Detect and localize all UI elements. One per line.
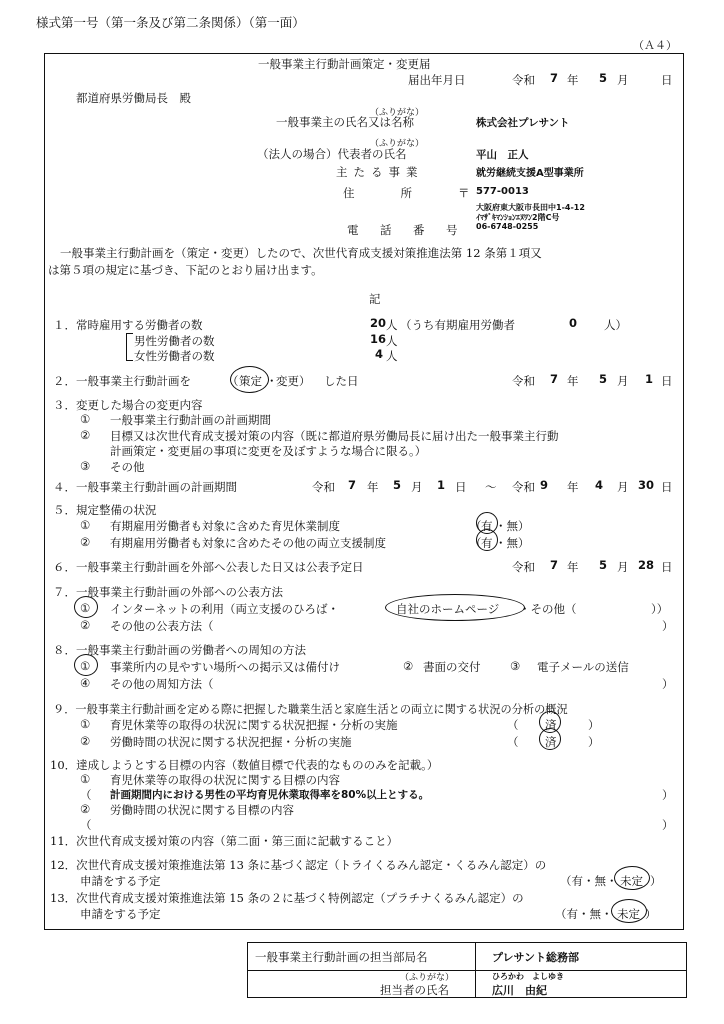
s6-label: ６．一般事業主行動計画を外部へ公表した日又は公表予定日 <box>53 560 364 574</box>
s1-male-label: 男性労働者の数 <box>134 334 215 348</box>
s1-total[interactable]: 20 <box>370 316 387 330</box>
s9-item2-selected-circle <box>539 728 561 750</box>
s2-label: ２．一般事業主行動計画を <box>53 374 191 388</box>
s12-choice-close: ） <box>650 874 662 888</box>
s4-to-day[interactable]: 30 <box>638 478 655 492</box>
address-line1[interactable]: 大阪府東大阪市長田中1-4-12 <box>476 203 585 212</box>
s5-item2-no: ② <box>80 535 91 549</box>
s12-line1: 12．次世代育成支援対策推進法第 13 条に基づく認定（トライくるみん認定・くるみん認定）の <box>50 858 547 872</box>
filing-month[interactable]: 5 <box>599 71 608 85</box>
s4-from-month-unit: 月 <box>411 480 423 494</box>
postal-mark: 〒 <box>458 186 470 200</box>
employer-name-label: 一般事業主の氏名又は名称 <box>276 115 414 129</box>
s8-item2-no: ② <box>403 659 414 673</box>
s3-item1-no: ① <box>80 412 91 426</box>
s9-item2-open: （ <box>507 735 519 749</box>
s10-item1-no: ① <box>80 772 91 786</box>
s3-label: ３．変更した場合の変更内容 <box>53 398 203 412</box>
s5-item2-open: （ <box>470 536 482 550</box>
s7-homepage-selected-circle <box>385 594 525 621</box>
filing-year-unit: 年 <box>567 73 579 87</box>
s13-selected-circle <box>611 899 647 923</box>
s10-item2: 労働時間の状況に関する目標の内容 <box>110 803 294 817</box>
s8-item3-no: ③ <box>510 659 521 673</box>
contact-name-furigana[interactable]: ひろかわ よしゆき <box>492 972 564 981</box>
s7-item1-no[interactable]: ① <box>80 601 91 615</box>
s9-item2: 労働時間の状況に関する状況把握・分析の実施 <box>110 735 352 749</box>
s8-label: ８．一般事業主行動計画の労働者への周知の方法 <box>53 643 306 657</box>
contact-dept-value[interactable]: プレサント総務部 <box>492 951 580 964</box>
s3-item1: 一般事業主行動計画の計画期間 <box>110 413 271 427</box>
s5-label: ５．規定整備の状況 <box>53 503 157 517</box>
filing-year[interactable]: 7 <box>550 71 559 85</box>
s2-month[interactable]: 5 <box>599 372 608 386</box>
representative-name[interactable]: 平山 正人 <box>476 149 529 161</box>
s11-label: 11．次世代育成支援対策の内容（第二面・第三面に記載すること） <box>50 834 399 848</box>
s2-dot: ・ <box>266 374 278 388</box>
postal-code[interactable]: 577-0013 <box>476 186 529 197</box>
s9-item2-no: ② <box>80 734 91 748</box>
s9-item1-close: ） <box>588 718 600 732</box>
s2-day[interactable]: 1 <box>645 372 654 386</box>
s1-fixed-term-label: （うち有期雇用労働者 <box>400 318 515 332</box>
s1-fixed-term-value[interactable]: 0 <box>569 316 578 330</box>
s5-item2: 有期雇用労働者も対象に含めたその他の両立支援制度 <box>110 536 386 550</box>
s2-era: 令和 <box>512 374 535 388</box>
intro-line2: は第５項の規定に基づき、下記のとおり届け出ます。 <box>48 263 323 277</box>
s7-other-close: ）） <box>651 602 669 616</box>
name-furigana-label: （ふりがな） <box>370 108 425 118</box>
s10-goal-close: ） <box>662 788 674 802</box>
s6-year-unit: 年 <box>567 560 579 574</box>
s4-to-year[interactable]: 9 <box>540 478 549 492</box>
s6-month[interactable]: 5 <box>599 558 608 572</box>
contact-table-column-divider <box>475 943 476 997</box>
s2-year[interactable]: 7 <box>550 372 559 386</box>
contact-name-value[interactable]: 広川 由紀 <box>492 984 547 997</box>
s8-item1-no[interactable]: ① <box>80 659 91 673</box>
s1-fixed-term-unit: 人） <box>604 318 627 332</box>
contact-furigana-label: （ふりがな） <box>400 973 455 983</box>
s9-item1-no: ① <box>80 717 91 731</box>
s2-month-unit: 月 <box>617 374 629 388</box>
s9-label: ９．一般事業主行動計画を定める際に把握した職業生活と家庭生活との両立に関する状況の分析の概況 <box>53 703 568 716</box>
s10-label: 10．達成しようとする目標の内容（数値目標で代表的なもののみを記載。） <box>50 758 439 772</box>
s7-item1-selected-circle <box>74 596 98 618</box>
s9-item1-open: （ <box>507 718 519 732</box>
s1-female-label: 女性労働者の数 <box>134 349 215 363</box>
s1-total-unit: 人 <box>386 318 398 332</box>
s13-choice: （有・無・ <box>555 907 613 921</box>
s10-item1: 育児休業等の取得の状況に関する目標の内容 <box>110 773 340 787</box>
s7-item1-text: インターネットの利用（両立支援のひろば・ <box>110 602 339 616</box>
s7-own-homepage[interactable]: 自社のホームページ <box>396 602 500 616</box>
s4-from-month[interactable]: 5 <box>393 478 402 492</box>
s13-line2: 申請をする予定 <box>80 907 161 921</box>
s7-label: ７．一般事業主行動計画の外部への公表方法 <box>53 585 283 599</box>
s1-female-unit: 人 <box>386 349 398 363</box>
address-label: 住 所 <box>343 186 412 200</box>
s4-from-year-unit: 年 <box>367 480 379 494</box>
filing-date-label: 届出年月日 <box>408 73 466 87</box>
s6-month-unit: 月 <box>617 560 629 574</box>
s10-goal1[interactable]: 計画期間内における男性の平均育児休業取得率を80%以上とする。 <box>110 789 430 801</box>
s12-line2: 申請をする予定 <box>80 874 161 888</box>
s4-to-year-unit: 年 <box>567 480 579 494</box>
s9-item2-done[interactable]: 済 <box>545 735 557 749</box>
s10-item2-no: ② <box>80 802 91 816</box>
s12-choice: （有・無・ <box>560 874 618 888</box>
s1-male-value[interactable]: 16 <box>370 332 387 346</box>
s13-undecided[interactable]: 未定 <box>617 907 640 921</box>
s4-from-day[interactable]: 1 <box>437 478 446 492</box>
contact-dept-label: 一般事業主行動計画の担当部局名 <box>255 950 428 964</box>
s8-item4: その他の周知方法（ <box>110 677 214 691</box>
s7-item2-no: ② <box>80 618 91 632</box>
s1-bracket <box>126 333 133 361</box>
s5-item1: 有期雇用労働者も対象に含めた育児休業制度 <box>110 519 340 533</box>
s4-to-era: 令和 <box>512 480 535 494</box>
s12-undecided[interactable]: 未定 <box>620 874 643 888</box>
business-label: 主たる事業 <box>336 165 424 179</box>
s10-goal2-open: （ <box>80 818 92 832</box>
representative-label: （法人の場合）代表者の氏名 <box>257 147 407 161</box>
s13-line1: 13．次世代育成支援対策推進法第 15 条の２に基づく特例認定（プラチナくるみん認定）の <box>50 891 524 905</box>
s4-to-month[interactable]: 4 <box>595 478 604 492</box>
s3-item3-no: ③ <box>80 459 91 473</box>
filing-era: 令和 <box>512 73 535 87</box>
s3-item2-no: ② <box>80 428 91 442</box>
s3-item3: その他 <box>110 460 145 474</box>
s4-from-year[interactable]: 7 <box>348 478 357 492</box>
s9-item2-close: ） <box>588 735 600 749</box>
s8-item4-close: ） <box>662 677 674 691</box>
s2-opt-henkou[interactable]: 変更） <box>276 374 311 388</box>
address-line2[interactable]: ｲﾏｻﾞｷﾏﾝｼｮﾝｴﾇﾜﾝ2階C号 <box>476 213 560 222</box>
contact-name-label: 担当者の氏名 <box>380 983 449 997</box>
s8-item3: 電子メールの送信 <box>537 660 629 674</box>
s8-item4-no: ④ <box>80 676 91 690</box>
s9-item1: 育児休業等の取得の状況に関する状況把握・分析の実施 <box>110 718 398 732</box>
s4-label: ４．一般事業主行動計画の計画期間 <box>53 480 237 494</box>
s2-day-unit: 日 <box>661 374 673 388</box>
s10-goal2-close: ） <box>662 818 674 832</box>
s2-selected-circle <box>230 366 269 393</box>
s2-opt-sakutei[interactable]: 策定 <box>239 374 262 388</box>
filing-day-unit: 日 <box>661 73 673 87</box>
s3-item2-line2: 計画策定・変更届の事項に変更を及ぼすような場合に限る。） <box>110 444 427 458</box>
s4-from-day-unit: 日 <box>455 480 467 494</box>
filing-month-unit: 月 <box>617 73 629 87</box>
s2-year-unit: 年 <box>567 374 579 388</box>
addressee: 都道府県労働局長 殿 <box>76 91 191 105</box>
paper-size: （Ａ４） <box>633 39 677 52</box>
s3-item2-line1: 目標又は次世代育成支援対策の内容（既に都道府県労働局長に届け出た一般事業主行動 <box>110 429 559 443</box>
s5-item1-rest: ・無） <box>495 519 530 533</box>
ki-heading: 記 <box>369 292 381 306</box>
s5-item1-open: （ <box>470 519 482 533</box>
s4-tilde: ～ <box>485 480 497 494</box>
s8-item1-selected-circle <box>74 654 98 676</box>
form-number: 様式第一号（第一条及び第二条関係）（第一面） <box>36 15 305 30</box>
s6-era: 令和 <box>512 560 535 574</box>
s4-to-month-unit: 月 <box>617 480 629 494</box>
s9-item1-done[interactable]: 済 <box>545 718 557 732</box>
s12-selected-circle <box>614 866 650 890</box>
form-title: 一般事業主行動計画策定・変更届 <box>258 57 431 71</box>
employer-name[interactable]: 株式会社プレサント <box>476 117 570 129</box>
s2-label-b: した日 <box>324 374 359 388</box>
s7-item2: その他の公表方法（ <box>110 619 214 633</box>
intro-line1: 一般事業主行動計画を（策定・変更）したので、次世代育成支援対策推進法第 12 条第１項又 <box>60 246 542 260</box>
s2-open-paren: （ <box>227 374 239 388</box>
s7-other-open: ・その他（ <box>519 602 577 616</box>
s5-item2-yes[interactable]: 有 <box>481 536 493 550</box>
s4-from-era: 令和 <box>312 480 335 494</box>
s7-item2-close: ） <box>662 619 674 633</box>
s1-male-unit: 人 <box>386 334 398 348</box>
phone-label: 電 話 番 号 <box>347 223 463 237</box>
s8-item2: 書面の交付 <box>423 660 481 674</box>
s6-day[interactable]: 28 <box>638 558 655 572</box>
phone-value[interactable]: 06-6748-0255 <box>476 222 539 231</box>
s5-item1-yes[interactable]: 有 <box>481 519 493 533</box>
s1-female-value[interactable]: 4 <box>375 347 384 361</box>
s4-to-day-unit: 日 <box>661 480 673 494</box>
s5-item2-rest: ・無） <box>495 536 530 550</box>
s6-year[interactable]: 7 <box>550 558 559 572</box>
contact-table-divider <box>248 970 686 971</box>
s8-item1: 事業所内の見やすい場所への掲示又は備付け <box>110 660 340 674</box>
s10-goal-open: （ <box>80 788 92 802</box>
rep-furigana-label: （ふりがな） <box>370 139 425 149</box>
business-value[interactable]: 就労継続支援A型事業所 <box>476 168 584 179</box>
s13-choice-close: ） <box>645 907 657 921</box>
s1-label: １．常時雇用する労働者の数 <box>53 318 203 332</box>
s5-item1-no: ① <box>80 518 91 532</box>
s6-day-unit: 日 <box>661 560 673 574</box>
